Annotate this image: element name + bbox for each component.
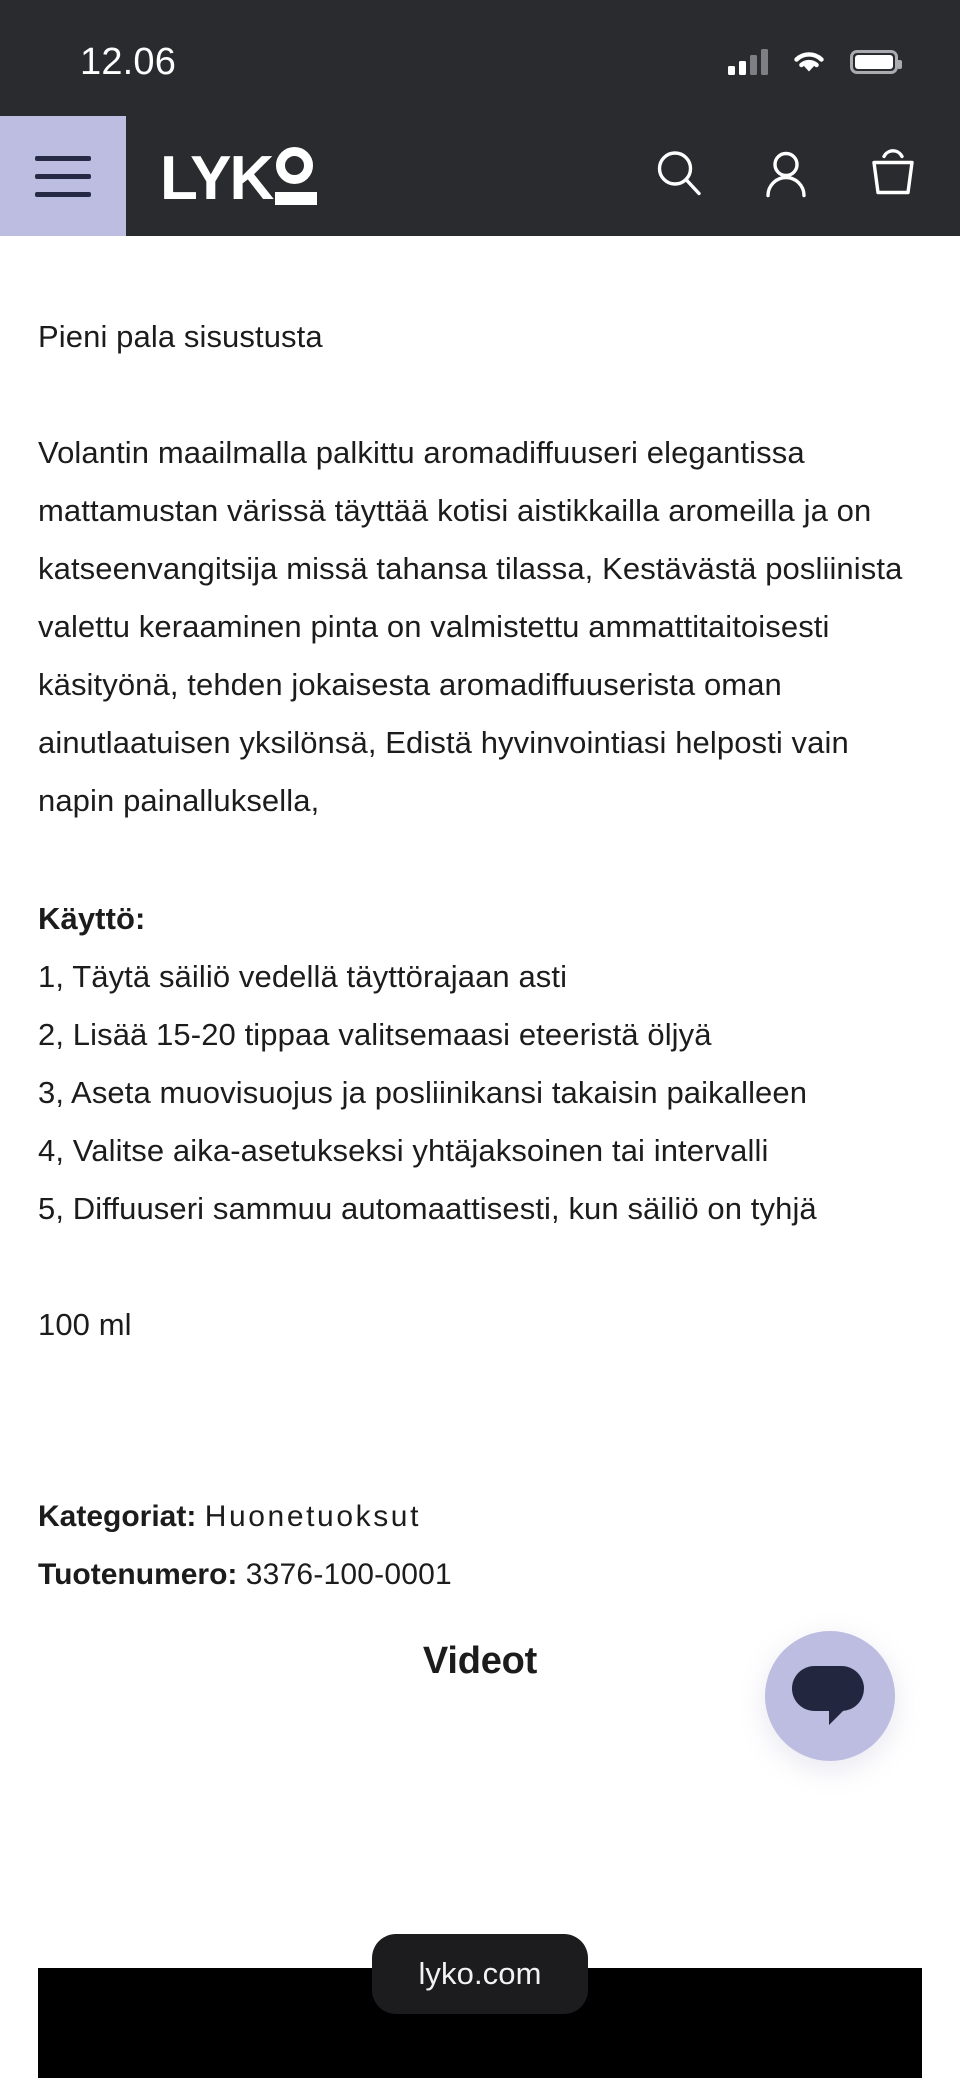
category-label: Kategoriat: [38, 1500, 197, 1533]
status-time: 12.06 [80, 40, 177, 83]
product-number-label: Tuotenumero: [38, 1558, 238, 1591]
usage-steps [38, 948, 922, 1238]
hamburger-menu-icon-line [35, 156, 91, 161]
usage-step: 4, Valitse aika-asetukseksi yhtäjaksoinen tai intervalli [38, 1133, 769, 1168]
product-number-row [38, 1546, 922, 1604]
battery-full-icon [850, 50, 898, 74]
product-meta [38, 1488, 922, 1604]
usage-step: 1, Täytä säiliö vedellä täyttörajaan asti [38, 959, 568, 994]
usage-step: 2, Lisää 15-20 tippaa valitsemaasi eteeristä öljyä [38, 1017, 712, 1052]
chat-bubble-icon [792, 1666, 864, 1711]
lyko-logo-text: LYK [160, 144, 273, 214]
product-description [0, 236, 960, 1683]
category-value[interactable]: Huonetuoksut [204, 1500, 422, 1533]
status-indicators [728, 48, 898, 76]
product-lead-text: Pieni pala sisustusta [38, 319, 323, 354]
hamburger-menu-icon-line [35, 174, 91, 179]
search-icon[interactable] [654, 148, 706, 205]
usage-step: 5, Diffuuseri sammuu automaattisesti, kun säiliö on tyhjä [38, 1191, 817, 1226]
url-bar[interactable] [372, 1934, 588, 2014]
url-text: lyko.com [418, 1956, 542, 1991]
header-actions [654, 147, 920, 206]
site-header [0, 116, 960, 236]
product-number-value: 3376-100-0001 [245, 1558, 452, 1591]
chat-bubble-tail-icon [829, 1707, 847, 1725]
hamburger-menu-button[interactable] [0, 116, 126, 236]
videos-heading: Videot [422, 1640, 538, 1682]
product-volume: 100 ml [38, 1307, 132, 1342]
wifi-icon [790, 48, 828, 76]
chat-bubble-button[interactable] [765, 1631, 895, 1761]
category-row [38, 1488, 922, 1546]
usage-step: 3, Aseta muovisuojus ja posliinikansi takaisin paikalleen [38, 1075, 808, 1110]
user-account-icon[interactable] [760, 148, 812, 205]
browser-bottom-bar [38, 1956, 922, 2078]
hamburger-menu-icon-line [35, 192, 91, 197]
status-bar [0, 0, 960, 116]
shopping-basket-icon[interactable] [866, 147, 920, 206]
lyko-logo[interactable] [160, 144, 317, 214]
cellular-signal-icon [728, 49, 768, 75]
product-description-text: Volantin maailmalla palkittu aromadiffuuseri elegantissa mattamustan värissä täyttää kotisi aistikkailla aromeilla ja on katseenvangitsija missä tahansa tilassa, Kestävästä posliinista valettu keraaminen pinta on valmistettu ammattitaitoisesti käsityönä, tehden jokaisesta aromadiffuuserista oman ainutlaatuisen yksilönsä, Edistä hyvinvointiasi helposti vain napin painalluksella, [38, 435, 903, 818]
usage-heading: Käyttö: [38, 901, 146, 936]
lyko-logo-o-mark [273, 147, 317, 205]
